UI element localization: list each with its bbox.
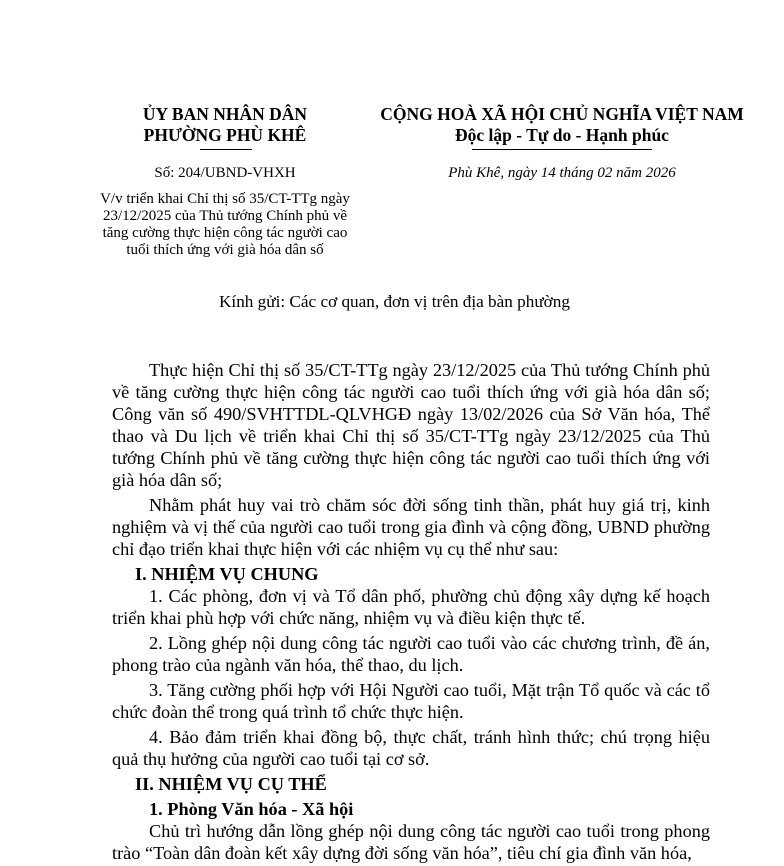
section-1-item: 1. Các phòng, đơn vị và Tổ dân phố, phường chủ động xây dựng kế hoạch triển khai phù hợp với chức năng, nhiệm vụ và điều kiện thực tế. [112, 586, 710, 628]
section-1-heading: I. NHIỆM VỤ CHUNG [135, 564, 319, 584]
national-title: CỘNG HOÀ XÃ HỘI CHỦ NGHĨA VIỆT NAM [380, 104, 744, 124]
intro-paragraph-1: Thực hiện Chỉ thị số 35/CT-TTg ngày 23/12/2025 của Thủ tướng Chính phủ về tăng cường thực hiện công tác người cao tuổi thích ứng với già hóa dân số; Công văn số 490/SVHTTDL-QLVHGĐ ngày 13/02/2026 của Sở Văn hóa, Thể thao và Du lịch về triển khai Chỉ thị số 35/CT-TTg ngày 23/12/2025 của Thủ tướng Chính phủ về tăng cường thực hiện công tác người cao tuổi thích ứng với già hóa dân số; [112, 360, 710, 490]
issuing-authority [110, 104, 340, 146]
document-subject [95, 191, 355, 259]
motto-underline [472, 149, 652, 150]
subsection-1-heading: 1. Phòng Văn hóa - Xã hội [149, 799, 354, 819]
document-number: Số: 204/UBND-VHXH [154, 165, 296, 181]
subject-line: tuổi thích ứng với già hóa dân số [126, 242, 324, 258]
section-1-item: 3. Tăng cường phối hợp với Hội Người cao tuổi, Mặt trận Tổ quốc và các tổ chức đoàn thể trong quá trình tổ chức thực hiện. [112, 680, 710, 722]
place-and-date: Phù Khê, ngày 14 tháng 02 năm 2026 [448, 165, 676, 181]
national-motto: Độc lập - Tự do - Hạnh phúc [455, 125, 669, 145]
recipient-line: Kính gửi: Các cơ quan, đơn vị trên địa bàn phường [219, 292, 570, 311]
subsection-1-paragraph: Chủ trì hướng dẫn lồng ghép nội dung công tác người cao tuổi trong phong trào “Toàn dân đoàn kết xây dựng đời sống văn hóa”, tiêu chí gia đình văn hóa, [112, 821, 710, 863]
section-2-heading: II. NHIỆM VỤ CỤ THỂ [135, 774, 327, 794]
subject-line: tăng cường thực hiện công tác người cao [102, 225, 348, 241]
section-1-item: 2. Lồng ghép nội dung công tác người cao tuổi vào các chương trình, đề án, phong trào của ngành văn hóa, thể thao, du lịch. [112, 633, 710, 675]
subject-line: V/v triển khai Chỉ thị số 35/CT-TTg ngày [100, 191, 350, 207]
intro-paragraph-2: Nhằm phát huy vai trò chăm sóc đời sống tinh thần, phát huy giá trị, kinh nghiệm và vị thế của người cao tuổi trong gia đình và cộng đồng, UBND phường chỉ đạo triển khai thực hiện với các nhiệm vụ cụ thể như sau: [112, 495, 710, 559]
authority-line-2: PHƯỜNG PHÙ KHÊ [143, 125, 307, 145]
section-1-item: 4. Bảo đảm triển khai đồng bộ, thực chất, tránh hình thức; chú trọng hiệu quả thụ hưởng của người cao tuổi tại cơ sở. [112, 727, 710, 769]
document-body [112, 359, 710, 864]
authority-line-1: ỦY BAN NHÂN DÂN [142, 104, 308, 124]
authority-underline [200, 149, 252, 150]
subject-line: 23/12/2025 của Thủ tướng Chính phủ về [102, 208, 348, 224]
